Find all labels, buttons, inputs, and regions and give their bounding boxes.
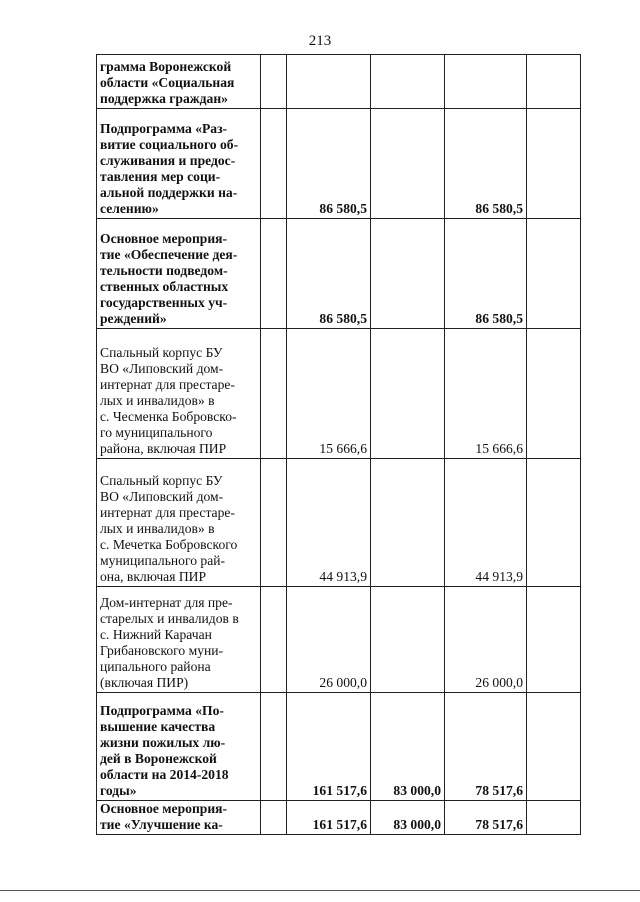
amount-cell-c3: 26 000,0 <box>445 587 527 693</box>
amount-cell-c1: 26 000,0 <box>287 587 371 693</box>
table-row <box>97 587 581 693</box>
row-name-cell <box>97 693 261 801</box>
row-name-line: грамма Воронежской <box>100 59 232 74</box>
budget-table-body <box>97 55 581 835</box>
amount-cell-c3: 86 580,5 <box>445 109 527 219</box>
row-name-cell <box>97 219 261 329</box>
row-name-line: служивания и предос- <box>100 153 236 168</box>
row-name-line: Подпрограмма «Раз- <box>100 121 228 136</box>
amount-cell-c4 <box>527 329 581 459</box>
row-name-cell <box>97 109 261 219</box>
empty-cell <box>261 459 287 587</box>
empty-cell <box>261 693 287 801</box>
table-row <box>97 55 581 109</box>
amount-cell-c3: 15 666,6 <box>445 329 527 459</box>
row-name-line: го муниципального <box>100 425 213 440</box>
row-name-line: с. Нижний Карачан <box>100 627 212 642</box>
row-name-line: Дом-интернат для пре- <box>100 595 233 610</box>
row-name-line: Спальный корпус БУ <box>100 345 223 360</box>
row-name-line: Грибановского муни- <box>100 643 224 658</box>
row-name-line: дей в Воронежской <box>100 751 217 766</box>
row-name-cell <box>97 459 261 587</box>
table-row <box>97 459 581 587</box>
row-name-line: лых и инвалидов» в <box>100 521 215 536</box>
row-name-line: альной поддержки на- <box>100 185 238 200</box>
row-name-line: интернат для престаре- <box>100 377 235 392</box>
row-name-cell <box>97 587 261 693</box>
amount-cell-c3: 78 517,6 <box>445 801 527 835</box>
amount-cell-c1: 15 666,6 <box>287 329 371 459</box>
amount-cell-c2 <box>371 219 445 329</box>
row-name-line: она, включая ПИР <box>100 569 207 584</box>
amount-cell-c4 <box>527 587 581 693</box>
table-row <box>97 801 581 835</box>
row-name-line: Спальный корпус БУ <box>100 473 223 488</box>
page-number: 213 <box>308 33 332 49</box>
amount-cell-c2 <box>371 55 445 109</box>
amount-cell-c3: 86 580,5 <box>445 219 527 329</box>
amount-cell-c4 <box>527 109 581 219</box>
amount-cell-c4 <box>527 459 581 587</box>
row-name-line: тельности подведом- <box>100 263 228 278</box>
row-name-line: с. Чесменка Бобровско- <box>100 409 237 424</box>
row-name-line: селению» <box>100 201 159 216</box>
empty-cell <box>261 587 287 693</box>
row-name-line: тавления мер соци- <box>100 169 221 184</box>
row-name-line: жизни пожилых лю- <box>100 735 226 750</box>
amount-cell-c2 <box>371 109 445 219</box>
row-name-line: Основное мероприя- <box>100 801 228 816</box>
amount-cell-c1 <box>287 55 371 109</box>
amount-cell-c2 <box>371 329 445 459</box>
row-name-line: тие «Улучшение ка- <box>100 817 223 832</box>
row-name-line: области «Социальная <box>100 75 235 90</box>
budget-table <box>96 54 581 835</box>
row-name-line: с. Мечетка Бобровского <box>100 537 238 552</box>
table-row <box>97 109 581 219</box>
row-name-cell <box>97 55 261 109</box>
row-name-line: ВО «Липовский дом- <box>100 489 224 504</box>
empty-cell <box>261 109 287 219</box>
empty-cell <box>261 329 287 459</box>
table-row <box>97 329 581 459</box>
row-name-line: витие социального об- <box>100 137 239 152</box>
row-name-line: ципального района <box>100 659 211 674</box>
amount-cell-c1: 86 580,5 <box>287 219 371 329</box>
amount-cell-c2: 83 000,0 <box>371 693 445 801</box>
row-name-line: старелых и инвалидов в <box>100 611 239 626</box>
empty-cell <box>261 55 287 109</box>
amount-cell-c4 <box>527 55 581 109</box>
amount-cell-c3 <box>445 55 527 109</box>
amount-cell-c2 <box>371 459 445 587</box>
amount-cell-c1: 86 580,5 <box>287 109 371 219</box>
row-name-line: ВО «Липовский дом- <box>100 361 224 376</box>
row-name-line: тие «Обеспечение дея- <box>100 247 238 262</box>
row-name-line: Основное мероприя- <box>100 231 228 246</box>
amount-cell-c2: 83 000,0 <box>371 801 445 835</box>
amount-cell-c1: 161 517,6 <box>287 693 371 801</box>
amount-cell-c1: 44 913,9 <box>287 459 371 587</box>
row-name-line: вышение качества <box>100 719 216 734</box>
amount-cell-c1: 161 517,6 <box>287 801 371 835</box>
table-row <box>97 219 581 329</box>
row-name-line: годы» <box>100 783 137 798</box>
row-name-line: муниципального рай- <box>100 553 226 568</box>
row-name-line: интернат для престаре- <box>100 505 235 520</box>
empty-cell <box>261 219 287 329</box>
row-name-cell <box>97 329 261 459</box>
row-name-cell <box>97 801 261 835</box>
amount-cell-c4 <box>527 219 581 329</box>
amount-cell-c4 <box>527 801 581 835</box>
table-row <box>97 693 581 801</box>
bottom-rule <box>0 890 640 891</box>
amount-cell-c3: 78 517,6 <box>445 693 527 801</box>
amount-cell-c4 <box>527 693 581 801</box>
row-name-line: области на 2014-2018 <box>100 767 229 782</box>
amount-cell-c3: 44 913,9 <box>445 459 527 587</box>
row-name-line: района, включая ПИР <box>100 441 227 456</box>
row-name-line: реждений» <box>100 311 167 326</box>
amount-cell-c2 <box>371 587 445 693</box>
row-name-line: лых и инвалидов» в <box>100 393 215 408</box>
row-name-line: Подпрограмма «По- <box>100 703 224 718</box>
empty-cell <box>261 801 287 835</box>
row-name-line: государственных уч- <box>100 295 228 310</box>
row-name-line: ственных областных <box>100 279 229 294</box>
row-name-line: поддержка граждан» <box>100 91 228 106</box>
row-name-line: (включая ПИР) <box>100 675 189 690</box>
